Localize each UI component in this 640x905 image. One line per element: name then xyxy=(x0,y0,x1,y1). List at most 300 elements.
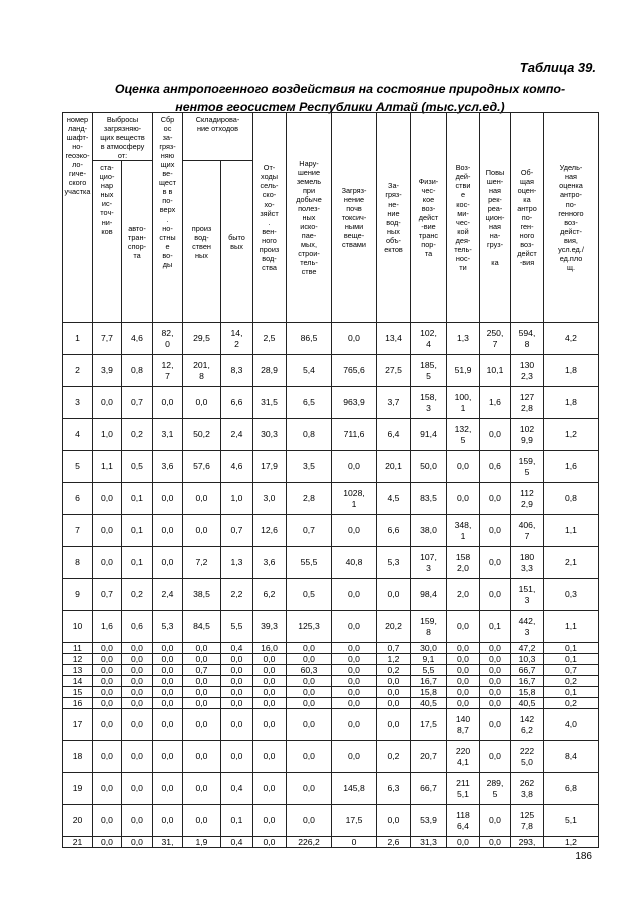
table-cell: 0,0 xyxy=(332,579,377,611)
table-cell: 145,8 xyxy=(332,773,377,805)
table-cell: 0,1 xyxy=(122,547,153,579)
table-cell: 7,7 xyxy=(93,323,122,355)
table-row xyxy=(63,709,599,741)
row-number-cell: 7 xyxy=(63,515,93,547)
table-cell: 10,3 xyxy=(511,654,544,665)
table-cell: 0,2 xyxy=(377,741,411,773)
table-cell: 0,0 xyxy=(93,547,122,579)
table-cell: 406, 7 xyxy=(511,515,544,547)
row-number-cell: 13 xyxy=(63,665,93,676)
table-row xyxy=(63,676,599,687)
table-cell: 0,1 xyxy=(122,515,153,547)
table-cell: 0,0 xyxy=(287,698,332,709)
header-specific: Удель- ная оценка антро- по- генного воз- дейст- вия, усл.ед./ ед.пло щ. xyxy=(544,113,599,323)
table-cell: 0,0 xyxy=(253,837,287,848)
table-cell: 0,0 xyxy=(93,709,122,741)
table-cell: 0,0 xyxy=(93,741,122,773)
table-cell: 0,0 xyxy=(377,579,411,611)
table-cell: 0,0 xyxy=(253,698,287,709)
table-cell: 20,1 xyxy=(377,451,411,483)
table-cell: 159, 5 xyxy=(511,451,544,483)
table-cell: 107, 3 xyxy=(411,547,447,579)
table-cell: 0,0 xyxy=(480,515,511,547)
table-cell: 0,0 xyxy=(153,741,183,773)
table-cell: 84,5 xyxy=(183,611,221,643)
table-cell: 2,4 xyxy=(153,579,183,611)
table-cell: 0,0 xyxy=(480,654,511,665)
table-cell: 0,0 xyxy=(183,483,221,515)
row-number-cell: 9 xyxy=(63,579,93,611)
table-cell: 31,5 xyxy=(253,387,287,419)
table-cell: 0,0 xyxy=(287,687,332,698)
table-cell: 0,0 xyxy=(332,323,377,355)
table-cell: 0,0 xyxy=(480,805,511,837)
table-cell: 0,0 xyxy=(153,643,183,654)
table-cell: 102, 4 xyxy=(411,323,447,355)
table-cell: 180 3,3 xyxy=(511,547,544,579)
table-cell: 159, 8 xyxy=(411,611,447,643)
table-cell: 4,6 xyxy=(221,451,253,483)
table-cell: 0,0 xyxy=(377,698,411,709)
header-transport-impact: Физи- чес- кое воз- дейст -вие транс пор- та xyxy=(411,113,447,323)
table-cell: 53,9 xyxy=(411,805,447,837)
table-cell: 1,2 xyxy=(544,837,599,848)
table-cell: 222 5,0 xyxy=(511,741,544,773)
table-cell: 51,9 xyxy=(447,355,480,387)
table-cell: 0,0 xyxy=(480,676,511,687)
table-cell: 0,4 xyxy=(221,773,253,805)
table-cell: 20,7 xyxy=(411,741,447,773)
table-cell: 0,0 xyxy=(480,687,511,698)
header-land-disturbance: Нару- шение земель при добыче полез- ных иско- пае- мых, строи- тель- стве xyxy=(287,113,332,323)
table-cell: 0,2 xyxy=(544,698,599,709)
table-cell: 0,6 xyxy=(480,451,511,483)
table-cell: 5,5 xyxy=(221,611,253,643)
table-cell: 50,0 xyxy=(411,451,447,483)
table-cell: 4,5 xyxy=(377,483,411,515)
table-cell: 226,2 xyxy=(287,837,332,848)
table-cell: 0,0 xyxy=(480,483,511,515)
table-cell: 0,0 xyxy=(93,654,122,665)
table-cell: 5,1 xyxy=(544,805,599,837)
table-cell: 0,0 xyxy=(253,773,287,805)
table-cell: 6,2 xyxy=(253,579,287,611)
table-cell: 0,0 xyxy=(447,698,480,709)
table-cell: 0,0 xyxy=(287,654,332,665)
row-number-cell: 19 xyxy=(63,773,93,805)
table-cell: 15,8 xyxy=(511,687,544,698)
table-cell: 102 9,9 xyxy=(511,419,544,451)
row-number-cell: 18 xyxy=(63,741,93,773)
table-cell: 3,1 xyxy=(153,419,183,451)
table-cell: 1,8 xyxy=(544,387,599,419)
table-cell: 16,0 xyxy=(253,643,287,654)
table-cell: 0,0 xyxy=(183,515,221,547)
table-cell: 130 2,3 xyxy=(511,355,544,387)
table-cell: 0,0 xyxy=(287,676,332,687)
table-cell: 0,0 xyxy=(153,547,183,579)
table-cell: 0,0 xyxy=(332,687,377,698)
table-cell: 1,8 xyxy=(544,355,599,387)
table-cell: 2,8 xyxy=(287,483,332,515)
table-cell: 0,0 xyxy=(183,773,221,805)
row-number-cell: 3 xyxy=(63,387,93,419)
table-cell: 158, 3 xyxy=(411,387,447,419)
table-cell: 118 6,4 xyxy=(447,805,480,837)
table-cell: 16,7 xyxy=(411,676,447,687)
table-cell: 220 4,1 xyxy=(447,741,480,773)
table-cell: 0,0 xyxy=(183,676,221,687)
table-cell: 12,6 xyxy=(253,515,287,547)
table-cell: 0,0 xyxy=(122,837,153,848)
table-cell: 0,0 xyxy=(480,579,511,611)
table-cell: 0,0 xyxy=(253,741,287,773)
table-cell: 0,0 xyxy=(93,698,122,709)
table-cell: 0,0 xyxy=(287,741,332,773)
table-cell: 0,0 xyxy=(287,709,332,741)
table-cell: 0,0 xyxy=(153,387,183,419)
table-body xyxy=(63,323,599,848)
header-soil-pollution: Загряз- нение почв токсич- ными веще- ствами xyxy=(332,113,377,323)
table-cell: 0,0 xyxy=(122,741,153,773)
table-cell: 15,8 xyxy=(411,687,447,698)
table-cell: 0,0 xyxy=(153,805,183,837)
table-cell: 0,0 xyxy=(93,643,122,654)
header-waste-production: произ вод- ствен ных xyxy=(183,161,221,323)
table-cell: 4,0 xyxy=(544,709,599,741)
table-cell: 0,0 xyxy=(480,419,511,451)
table-cell: 0,0 xyxy=(287,643,332,654)
table-row xyxy=(63,483,599,515)
header-num: номер ланд- шафт- но- геоэко- ло- гиче- ского участка xyxy=(63,113,93,323)
table-cell: 0,0 xyxy=(253,709,287,741)
table-cell: 0,0 xyxy=(447,687,480,698)
table-cell: 0,0 xyxy=(447,483,480,515)
table-row xyxy=(63,451,599,483)
table-cell: 0,0 xyxy=(153,654,183,665)
table-cell: 0,0 xyxy=(447,837,480,848)
table-cell: 0,7 xyxy=(122,387,153,419)
table-cell: 3,7 xyxy=(377,387,411,419)
table-cell: 0,1 xyxy=(122,483,153,515)
table-cell: 0,0 xyxy=(480,665,511,676)
table-cell: 289, 5 xyxy=(480,773,511,805)
table-cell: 185, 5 xyxy=(411,355,447,387)
table-cell: 0,0 xyxy=(93,687,122,698)
table-cell: 0,0 xyxy=(332,676,377,687)
table-cell: 2,4 xyxy=(221,419,253,451)
table-cell: 0,0 xyxy=(93,837,122,848)
table-cell: 201, 8 xyxy=(183,355,221,387)
row-number-cell: 15 xyxy=(63,687,93,698)
table-cell: 711,6 xyxy=(332,419,377,451)
table-cell: 442, 3 xyxy=(511,611,544,643)
header-waste: Складирова- ние отходов xyxy=(183,113,253,161)
table-cell: 27,5 xyxy=(377,355,411,387)
row-number-cell: 21 xyxy=(63,837,93,848)
table-cell: 0,0 xyxy=(122,687,153,698)
row-number-cell: 16 xyxy=(63,698,93,709)
table-cell: 0,0 xyxy=(93,515,122,547)
table-cell: 125 7,8 xyxy=(511,805,544,837)
table-cell: 348, 1 xyxy=(447,515,480,547)
table-cell: 100, 1 xyxy=(447,387,480,419)
table-cell: 0,0 xyxy=(153,773,183,805)
table-cell: 0,1 xyxy=(544,643,599,654)
row-number-cell: 17 xyxy=(63,709,93,741)
table-cell: 1,0 xyxy=(93,419,122,451)
table-cell: 0,0 xyxy=(122,676,153,687)
header-emissions: Выбросы загрязняю- щих веществ в атмосферу от: xyxy=(93,113,153,161)
table-row xyxy=(63,579,599,611)
table-cell: 151, 3 xyxy=(511,579,544,611)
table-cell: 112 2,9 xyxy=(511,483,544,515)
table-row xyxy=(63,654,599,665)
table-cell: 98,4 xyxy=(411,579,447,611)
table-cell: 0,0 xyxy=(480,709,511,741)
table-cell: 38,0 xyxy=(411,515,447,547)
row-number-cell: 10 xyxy=(63,611,93,643)
table-cell: 6,3 xyxy=(377,773,411,805)
table-cell: 1,6 xyxy=(480,387,511,419)
table-cell: 293, xyxy=(511,837,544,848)
table-cell: 0,0 xyxy=(183,654,221,665)
table-cell: 2,6 xyxy=(377,837,411,848)
table-cell: 0,0 xyxy=(183,698,221,709)
table-cell: 0,8 xyxy=(544,483,599,515)
table-cell: 0,0 xyxy=(93,483,122,515)
table-cell: 17,5 xyxy=(332,805,377,837)
table-cell: 0,0 xyxy=(93,665,122,676)
table-cell: 0,0 xyxy=(93,387,122,419)
row-number-cell: 4 xyxy=(63,419,93,451)
table-cell: 10,1 xyxy=(480,355,511,387)
table-cell: 5,4 xyxy=(287,355,332,387)
table-cell: 0,0 xyxy=(153,687,183,698)
table-cell: 1,9 xyxy=(183,837,221,848)
table-cell: 0,0 xyxy=(221,741,253,773)
table-cell: 1,0 xyxy=(221,483,253,515)
table-cell: 4,6 xyxy=(122,323,153,355)
table-cell: 0,0 xyxy=(153,515,183,547)
table-cell: 31,3 xyxy=(411,837,447,848)
table-row xyxy=(63,611,599,643)
table-cell: 0,0 xyxy=(183,741,221,773)
table-cell: 0,7 xyxy=(221,515,253,547)
table-cell: 1,1 xyxy=(544,515,599,547)
table-row xyxy=(63,419,599,451)
table-cell: 6,6 xyxy=(221,387,253,419)
table-cell: 17,9 xyxy=(253,451,287,483)
table-cell: 20,2 xyxy=(377,611,411,643)
table-cell: 60,3 xyxy=(287,665,332,676)
table-cell: 0,0 xyxy=(221,709,253,741)
table-row xyxy=(63,323,599,355)
table-cell: 28,9 xyxy=(253,355,287,387)
table-cell: 0,0 xyxy=(377,676,411,687)
row-number-cell: 11 xyxy=(63,643,93,654)
table-cell: 1,2 xyxy=(544,419,599,451)
table-row xyxy=(63,837,599,848)
table-cell: 1,3 xyxy=(221,547,253,579)
table-cell: 0,0 xyxy=(122,773,153,805)
table-cell: 0,0 xyxy=(221,665,253,676)
table-cell: 262 3,8 xyxy=(511,773,544,805)
table-cell: 40,5 xyxy=(511,698,544,709)
table-cell: 12, 7 xyxy=(153,355,183,387)
table-row xyxy=(63,643,599,654)
table-cell: 91,4 xyxy=(411,419,447,451)
table-cell: 0,8 xyxy=(287,419,332,451)
table-cell: 0,0 xyxy=(447,611,480,643)
table-cell: 0,0 xyxy=(377,805,411,837)
table-title xyxy=(60,80,620,116)
table-cell: 0,0 xyxy=(332,665,377,676)
table-cell: 0,4 xyxy=(221,837,253,848)
table-cell: 0,0 xyxy=(122,709,153,741)
table-cell: 5,3 xyxy=(153,611,183,643)
table-cell: 0,0 xyxy=(153,483,183,515)
table-cell: 0,0 xyxy=(153,698,183,709)
table-row xyxy=(63,547,599,579)
table-cell: 1,3 xyxy=(447,323,480,355)
table-cell: 125,3 xyxy=(287,611,332,643)
row-number-cell: 2 xyxy=(63,355,93,387)
table-cell: 0,0 xyxy=(377,687,411,698)
row-number-cell: 14 xyxy=(63,676,93,687)
table-cell: 0,2 xyxy=(377,665,411,676)
table-row xyxy=(63,773,599,805)
header-discharge: Сбр ос за- гряз- няю щих ве- щест в в по- верх . но- стны е во- ды xyxy=(153,113,183,323)
table-cell: 17,5 xyxy=(411,709,447,741)
table-cell: 0,0 xyxy=(153,709,183,741)
table-cell: 1,1 xyxy=(93,451,122,483)
table-cell: 0,0 xyxy=(447,654,480,665)
table-cell: 66,7 xyxy=(411,773,447,805)
table-row xyxy=(63,665,599,676)
table-title-line-2: нентов геосистем Республики Алтай (тыс.усл.ед.) xyxy=(175,100,505,114)
table-cell: 30,0 xyxy=(411,643,447,654)
table-cell: 0,0 xyxy=(253,676,287,687)
table-cell: 3,6 xyxy=(253,547,287,579)
table-cell: 6,5 xyxy=(287,387,332,419)
table-cell: 14, 2 xyxy=(221,323,253,355)
table-cell: 39,3 xyxy=(253,611,287,643)
table-cell: 0,2 xyxy=(122,579,153,611)
table-cell: 0,0 xyxy=(253,665,287,676)
table-cell: 0,0 xyxy=(332,451,377,483)
table-cell: 594, 8 xyxy=(511,323,544,355)
table-cell: 0,0 xyxy=(447,451,480,483)
table-cell: 0,0 xyxy=(447,643,480,654)
table-cell: 0,0 xyxy=(183,387,221,419)
table-cell: 0,0 xyxy=(221,676,253,687)
table-cell: 0,2 xyxy=(122,419,153,451)
table-cell: 1,1 xyxy=(544,611,599,643)
table-cell: 0,0 xyxy=(221,698,253,709)
table-cell: 0,0 xyxy=(480,837,511,848)
table-cell: 29,5 xyxy=(183,323,221,355)
table-cell: 31, xyxy=(153,837,183,848)
table-cell: 0,5 xyxy=(122,451,153,483)
table-cell: 142 6,2 xyxy=(511,709,544,741)
table-cell: 6,4 xyxy=(377,419,411,451)
table-cell: 0,8 xyxy=(122,355,153,387)
table-cell: 40,8 xyxy=(332,547,377,579)
table-cell: 2,1 xyxy=(544,547,599,579)
table-cell: 1028, 1 xyxy=(332,483,377,515)
table-cell: 57,6 xyxy=(183,451,221,483)
table-row xyxy=(63,355,599,387)
table-cell: 0,1 xyxy=(544,654,599,665)
table-cell: 0,0 xyxy=(183,643,221,654)
table-cell: 158 2,0 xyxy=(447,547,480,579)
table-cell: 6,8 xyxy=(544,773,599,805)
table-cell: 7,2 xyxy=(183,547,221,579)
table-cell: 13,4 xyxy=(377,323,411,355)
row-number-cell: 8 xyxy=(63,547,93,579)
table-cell: 82, 0 xyxy=(153,323,183,355)
table-cell: 30,3 xyxy=(253,419,287,451)
table-cell: 0,0 xyxy=(93,805,122,837)
table-cell: 4,2 xyxy=(544,323,599,355)
table-cell: 0,0 xyxy=(183,687,221,698)
table-cell: 3,6 xyxy=(153,451,183,483)
table-row xyxy=(63,515,599,547)
table-cell: 2,0 xyxy=(447,579,480,611)
table-cell: 0,0 xyxy=(93,773,122,805)
table-row xyxy=(63,698,599,709)
table-cell: 0,0 xyxy=(253,805,287,837)
table-row xyxy=(63,805,599,837)
table-cell: 3,9 xyxy=(93,355,122,387)
table-row xyxy=(63,687,599,698)
row-number-cell: 20 xyxy=(63,805,93,837)
table-cell: 0,0 xyxy=(332,698,377,709)
table-cell: 0,4 xyxy=(221,643,253,654)
table-cell: 0,0 xyxy=(480,547,511,579)
table-cell: 0,0 xyxy=(377,709,411,741)
table-cell: 0,0 xyxy=(221,654,253,665)
table-cell: 83,5 xyxy=(411,483,447,515)
table-cell: 765,6 xyxy=(332,355,377,387)
table-cell: 0,0 xyxy=(221,687,253,698)
table-title-line-1: Оценка антропогенного воздействия на состояние природных компо- xyxy=(114,82,566,96)
table-cell: 0,7 xyxy=(544,665,599,676)
table-cell: 0,1 xyxy=(480,611,511,643)
page-number: 186 xyxy=(575,851,592,862)
table-cell: 38,5 xyxy=(183,579,221,611)
table-cell: 40,5 xyxy=(411,698,447,709)
table-cell: 140 8,7 xyxy=(447,709,480,741)
table-cell: 0,0 xyxy=(122,805,153,837)
table-cell: 0,0 xyxy=(480,741,511,773)
table-cell: 0,0 xyxy=(153,676,183,687)
row-number-cell: 12 xyxy=(63,654,93,665)
table-cell: 0,0 xyxy=(122,654,153,665)
table-header xyxy=(63,113,599,323)
table-cell: 0,0 xyxy=(122,698,153,709)
table-cell: 0,7 xyxy=(377,643,411,654)
table-cell: 0 xyxy=(332,837,377,848)
table-cell: 0,0 xyxy=(447,676,480,687)
table-cell: 0,0 xyxy=(93,676,122,687)
table-cell: 3,5 xyxy=(287,451,332,483)
table-cell: 127 2,8 xyxy=(511,387,544,419)
table-cell: 1,2 xyxy=(377,654,411,665)
table-cell: 6,6 xyxy=(377,515,411,547)
header-space-impact: Воз- дей- стви е кос- ми- чес- кой дея- тель- нос- ти xyxy=(447,113,480,323)
